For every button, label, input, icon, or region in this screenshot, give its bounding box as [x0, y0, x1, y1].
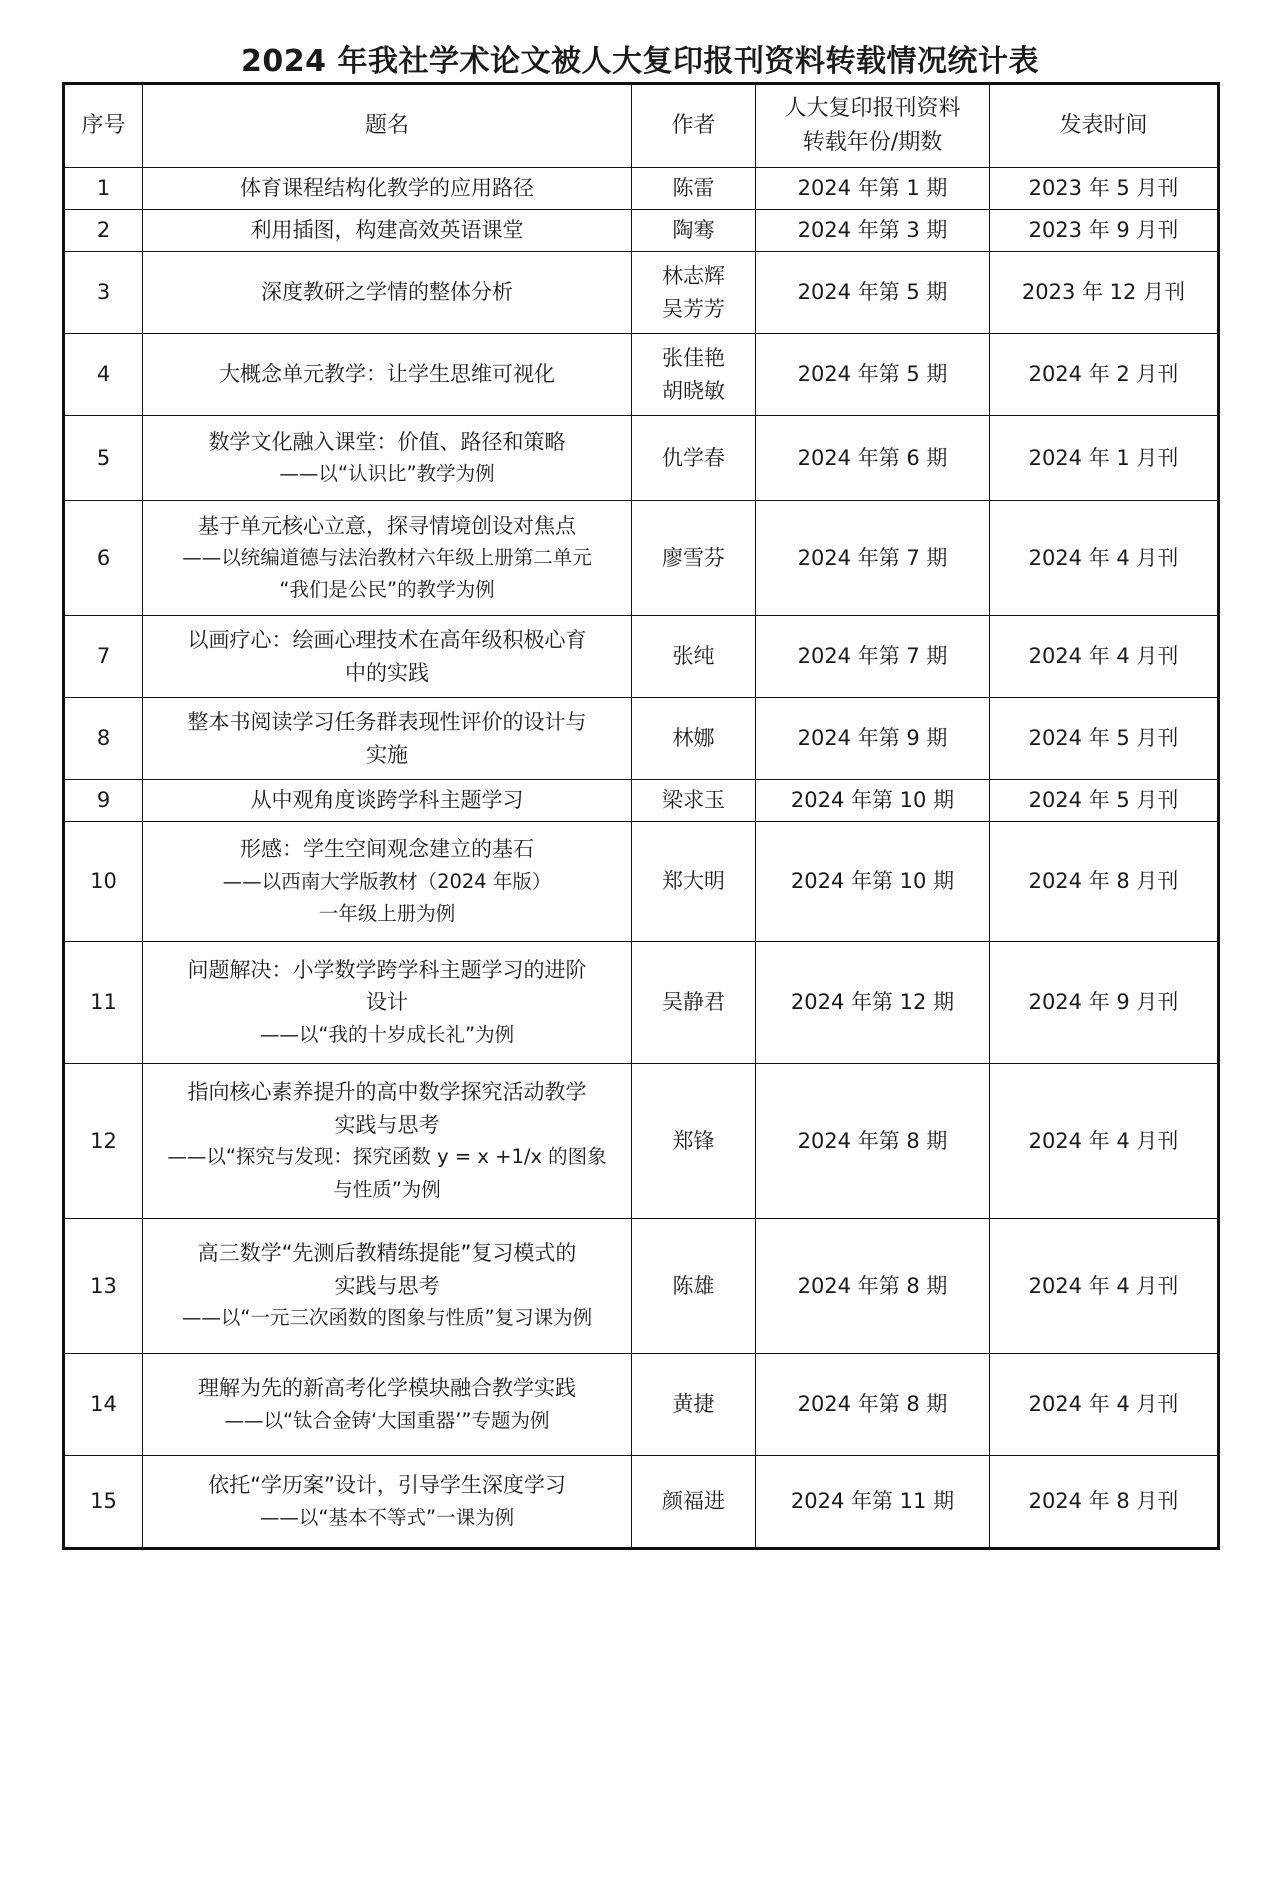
- page-title: 2024 年我社学术论文被人大复印报刊资料转载情况统计表: [241, 44, 1039, 79]
- author-name: 仇学春: [662, 445, 725, 470]
- title-line: ——以“一元三次函数的图象与性质”复习课为例: [181, 1306, 593, 1330]
- author-name: 胡晓敏: [662, 378, 725, 403]
- cell-author: [632, 416, 756, 501]
- title-line: ——以“钛合金铸‘大国重器’”专题为例: [224, 1408, 550, 1432]
- cell-issue: 2024 年第 5 期: [756, 252, 990, 334]
- title-line: 设计: [366, 990, 408, 1015]
- header-author: 作者: [632, 84, 756, 168]
- title-line: 深度教研之学情的整体分析: [261, 280, 513, 305]
- author-name: 郑大明: [662, 869, 725, 894]
- cell-issue: 2024 年第 7 期: [756, 501, 990, 616]
- author-name: 梁求玉: [662, 788, 725, 813]
- cell-issue: 2024 年第 8 期: [756, 1219, 990, 1354]
- table-row: [64, 822, 1219, 942]
- cell-issue: 2024 年第 1 期: [756, 168, 990, 210]
- cell-author: [632, 334, 756, 416]
- title-line: 实施: [366, 742, 408, 767]
- cell-title: [143, 168, 632, 210]
- cell-author: [632, 1219, 756, 1354]
- cell-author: [632, 780, 756, 822]
- cell-num: 10: [64, 822, 143, 942]
- cell-date: 2024 年 9 月刊: [990, 942, 1219, 1064]
- title-line: ——以统编道德与法治教材六年级上册第二单元: [182, 546, 592, 570]
- table-row: [64, 1219, 1219, 1354]
- title-line: 以画疗心：绘画心理技术在高年级积极心育: [187, 627, 587, 652]
- title-line: 高三数学“先测后教精练提能”复习模式的: [197, 1241, 577, 1266]
- header-num: 序号: [64, 84, 143, 168]
- table-row: [64, 168, 1219, 210]
- cell-issue: 2024 年第 11 期: [756, 1456, 990, 1549]
- cell-date: 2023 年 9 月刊: [990, 210, 1219, 252]
- cell-author: [632, 210, 756, 252]
- title-line: ——以“认识比”教学为例: [279, 462, 495, 486]
- cell-num: 9: [64, 780, 143, 822]
- author-name: 廖雪芬: [662, 545, 725, 570]
- author-name: 林娜: [672, 726, 715, 751]
- title-line: “我们是公民”的教学为例: [279, 578, 495, 602]
- cell-date: 2024 年 1 月刊: [990, 416, 1219, 501]
- cell-author: [632, 501, 756, 616]
- header-row: [64, 84, 1219, 168]
- title-line: 依托“学历案”设计，引导学生深度学习: [208, 1473, 566, 1498]
- title-line: 指向核心素养提升的高中数学探究活动教学: [187, 1080, 587, 1105]
- author-name: 陈雄: [672, 1273, 715, 1298]
- cell-num: 7: [64, 616, 143, 698]
- table-row: [64, 616, 1219, 698]
- title-line: 大概念单元教学：让学生思维可视化: [219, 362, 555, 387]
- title-line: 利用插图，构建高效英语课堂: [250, 218, 524, 243]
- title-line: 中的实践: [345, 660, 429, 685]
- header-issue: [756, 84, 990, 168]
- title-line: ——以“基本不等式”一课为例: [259, 1505, 515, 1529]
- table-row: [64, 334, 1219, 416]
- title-line: 问题解决：小学数学跨学科主题学习的进阶: [187, 957, 587, 982]
- cell-author: [632, 942, 756, 1064]
- title-line: 理解为先的新高考化学模块融合教学实践: [198, 1376, 576, 1401]
- table-row: [64, 501, 1219, 616]
- title-line: 基于单元核心立意，探寻情境创设对焦点: [198, 513, 576, 538]
- cell-issue: 2024 年第 7 期: [756, 616, 990, 698]
- author-name: 陶骞: [672, 218, 715, 243]
- cell-num: 15: [64, 1456, 143, 1549]
- cell-title: [143, 780, 632, 822]
- cell-date: 2024 年 4 月刊: [990, 1354, 1219, 1456]
- author-name: 张纯: [672, 644, 715, 669]
- table-row: [64, 1064, 1219, 1219]
- cell-date: 2024 年 5 月刊: [990, 780, 1219, 822]
- table-row: [64, 942, 1219, 1064]
- title-line: 整本书阅读学习任务群表现性评价的设计与: [187, 709, 587, 734]
- title-line: 数学文化融入课堂：价值、路径和策略: [208, 429, 566, 454]
- table-row: [64, 210, 1219, 252]
- cell-issue: 2024 年第 6 期: [756, 416, 990, 501]
- cell-author: [632, 698, 756, 780]
- cell-num: 8: [64, 698, 143, 780]
- cell-author: [632, 822, 756, 942]
- cell-title: [143, 1456, 632, 1549]
- cell-issue: 2024 年第 9 期: [756, 698, 990, 780]
- cell-num: 6: [64, 501, 143, 616]
- cell-num: 11: [64, 942, 143, 1064]
- cell-num: 12: [64, 1064, 143, 1219]
- cell-issue: 2024 年第 8 期: [756, 1354, 990, 1456]
- title-line: 实践与思考: [334, 1273, 440, 1298]
- title-line: ——以西南大学版教材（2024 年版）: [222, 869, 552, 893]
- table-row: [64, 780, 1219, 822]
- cell-date: 2024 年 4 月刊: [990, 1219, 1219, 1354]
- cell-issue: 2024 年第 8 期: [756, 1064, 990, 1219]
- cell-issue: 2024 年第 10 期: [756, 780, 990, 822]
- cell-title: [143, 616, 632, 698]
- cell-date: 2024 年 4 月刊: [990, 1064, 1219, 1219]
- header-issue-line1: 人大复印报刊资料: [784, 95, 961, 121]
- stats-table: [62, 82, 1220, 1550]
- cell-author: [632, 168, 756, 210]
- cell-issue: 2024 年第 5 期: [756, 334, 990, 416]
- cell-author: [632, 252, 756, 334]
- cell-title: [143, 1354, 632, 1456]
- cell-issue: 2024 年第 10 期: [756, 822, 990, 942]
- cell-num: 2: [64, 210, 143, 252]
- author-name: 陈雷: [672, 176, 715, 201]
- title-line: 形感：学生空间观念建立的基石: [240, 837, 534, 862]
- table-row: [64, 1354, 1219, 1456]
- header-title: 题名: [143, 84, 632, 168]
- cell-title: [143, 942, 632, 1064]
- title-line: 体育课程结构化教学的应用路径: [240, 176, 534, 201]
- title-line: 从中观角度谈跨学科主题学习: [250, 788, 524, 813]
- cell-title: [143, 822, 632, 942]
- cell-title: [143, 501, 632, 616]
- author-name: 林志辉: [662, 263, 725, 288]
- header-date: 发表时间: [990, 84, 1219, 168]
- cell-author: [632, 1456, 756, 1549]
- author-name: 张佳艳: [662, 345, 725, 370]
- cell-title: [143, 334, 632, 416]
- cell-date: 2024 年 4 月刊: [990, 616, 1219, 698]
- cell-author: [632, 616, 756, 698]
- author-name: 郑锋: [672, 1128, 715, 1153]
- table-row: [64, 1456, 1219, 1549]
- header-issue-line2: 转载年份/期数: [802, 130, 943, 155]
- cell-num: 14: [64, 1354, 143, 1456]
- cell-title: [143, 252, 632, 334]
- author-name: 吴芳芳: [662, 296, 725, 321]
- cell-title: [143, 1219, 632, 1354]
- cell-issue: 2024 年第 12 期: [756, 942, 990, 1064]
- title-line: 一年级上册为例: [318, 901, 456, 925]
- cell-author: [632, 1354, 756, 1456]
- cell-num: 13: [64, 1219, 143, 1354]
- cell-date: 2024 年 2 月刊: [990, 334, 1219, 416]
- cell-date: 2023 年 5 月刊: [990, 168, 1219, 210]
- cell-date: 2024 年 8 月刊: [990, 1456, 1219, 1549]
- title-line: 与性质”为例: [333, 1177, 441, 1201]
- cell-num: 5: [64, 416, 143, 501]
- cell-num: 1: [64, 168, 143, 210]
- cell-title: [143, 1064, 632, 1219]
- table-row: [64, 698, 1219, 780]
- cell-date: 2024 年 8 月刊: [990, 822, 1219, 942]
- title-line: 实践与思考: [334, 1112, 440, 1137]
- cell-title: [143, 698, 632, 780]
- author-name: 黄捷: [672, 1392, 715, 1417]
- cell-num: 3: [64, 252, 143, 334]
- cell-title: [143, 416, 632, 501]
- table-row: [64, 252, 1219, 334]
- cell-num: 4: [64, 334, 143, 416]
- author-name: 吴静君: [662, 990, 725, 1015]
- title-line: ——以“探究与发现：探究函数 y = x +1/x 的图象: [167, 1145, 607, 1169]
- table-row: [64, 416, 1219, 501]
- title-line: ——以“我的十岁成长礼”为例: [259, 1022, 515, 1046]
- cell-title: [143, 210, 632, 252]
- cell-issue: 2024 年第 3 期: [756, 210, 990, 252]
- cell-date: 2023 年 12 月刊: [990, 252, 1219, 334]
- cell-author: [632, 1064, 756, 1219]
- author-name: 颜福进: [662, 1489, 725, 1514]
- table-body: [64, 168, 1219, 1549]
- cell-date: 2024 年 5 月刊: [990, 698, 1219, 780]
- cell-date: 2024 年 4 月刊: [990, 501, 1219, 616]
